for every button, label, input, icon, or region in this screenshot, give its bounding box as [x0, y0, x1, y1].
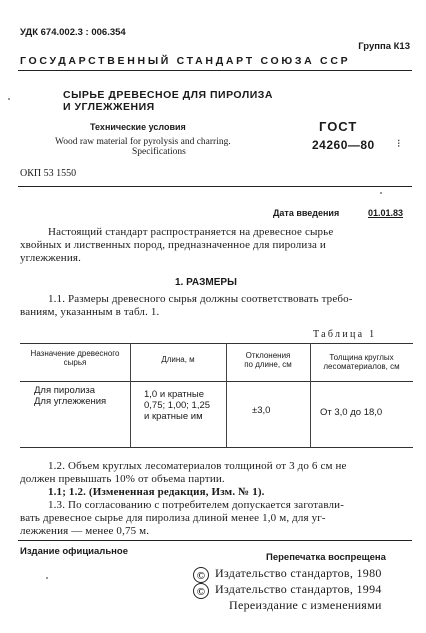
copyright-icon: ©: [193, 583, 209, 599]
reprint-prohibited-label: Перепечатка воспрещена: [266, 552, 386, 563]
table-cell-purpose: Для пиролиза Для углежжения: [34, 385, 107, 407]
gost-label: ГОСТ: [319, 119, 358, 134]
document-title-line1: СЫРЬЕ ДРЕВЕСНОЕ ДЛЯ ПИРОЛИЗА: [63, 89, 273, 101]
state-standard-heading: ГОСУДАРСТВЕННЫЙ СТАНДАРТ СОЮЗА ССР: [20, 55, 351, 67]
intro-paragraph-line: хвойных и лиственных пород, предназначенное для пиролиза и: [20, 239, 326, 251]
amendment-note: 1.1; 1.2. (Измененная редакция, Изм. № 1).: [48, 486, 265, 498]
english-title-line1: Wood raw material for pyrolysis and charring.: [55, 137, 231, 147]
margin-mark: ⁝: [397, 138, 401, 150]
document-title-line2: И УГЛЕЖЖЕНИЯ: [63, 101, 155, 113]
scan-speck: [380, 192, 382, 194]
intro-paragraph-line: углежжения.: [20, 252, 81, 264]
clause-1-3-line: лежжения — менее 0,75 м.: [20, 525, 150, 537]
copyright-text: Издательство стандартов, 1994: [215, 582, 382, 596]
table-caption: Таблица 1: [313, 329, 377, 340]
scan-speck: [8, 98, 10, 100]
table-cell-thickness: От 3,0 до 18,0: [320, 407, 383, 418]
table-bottom-rule: [20, 447, 413, 448]
table-header-deviation: Отклонения по длине, см: [244, 351, 292, 369]
table-header-rule: [20, 381, 413, 382]
official-edition-label: Издание официальное: [20, 546, 128, 557]
table-header-purpose: Назначение древесного сырья: [30, 349, 120, 367]
copyright-text: Издательство стандартов, 1980: [215, 566, 382, 580]
udk-code: УДК 674.002.3 : 006.354: [20, 27, 126, 38]
copyright-icon: ©: [193, 567, 209, 583]
title-rule: [18, 186, 412, 187]
clause-1-2-line: должен превышать 10% от объема партии.: [20, 473, 225, 485]
clause-1-1-line: ваниям, указанным в табл. 1.: [20, 306, 160, 318]
clause-1-3-line: 1.3. По согласованию с потребителем допускается заготавли-: [48, 499, 345, 511]
scan-speck: [46, 577, 48, 579]
copyright-line-1994: [193, 582, 382, 599]
dimensions-table: [20, 343, 413, 448]
clause-1-2-line: 1.2. Объем круглых лесоматериалов толщиной от 3 до 6 см не: [48, 460, 347, 472]
introduction-date-value: 01.01.83: [368, 208, 404, 218]
english-title-line2: Specifications: [132, 147, 186, 157]
okp-code: ОКП 53 1550: [20, 168, 77, 179]
group-code: Группа К13: [358, 41, 410, 52]
copyright-line-1980: [193, 566, 382, 583]
table-cell-length: 1,0 и кратные 0,75; 1,00; 1,25 и кратные им: [144, 389, 211, 422]
reissue-note: Переиздание с изменениями: [229, 598, 382, 612]
table-header-length: Длина, м: [161, 355, 195, 364]
table-header-thickness: Толщина круглых лесоматериалов, см: [323, 353, 400, 371]
table-top-rule: [20, 343, 413, 344]
clause-1-3-line: вать древесное сырье для пиролиза длиной менее 1,0 м, для уг-: [20, 512, 326, 524]
tech-conditions-label: Технические условия: [90, 122, 186, 132]
clause-1-1-line: 1.1. Размеры древесного сырья должны соответствовать требо-: [48, 293, 353, 305]
footer-rule: [18, 540, 412, 541]
table-cell-deviation: ±3,0: [252, 405, 271, 416]
introduction-date-label: Дата введения: [273, 208, 340, 218]
gost-number: 24260—80: [312, 138, 375, 152]
section-heading: 1. РАЗМЕРЫ: [175, 277, 237, 288]
intro-paragraph-line: Настоящий стандарт распространяется на древесное сырье: [48, 226, 334, 238]
header-rule: [18, 70, 412, 71]
